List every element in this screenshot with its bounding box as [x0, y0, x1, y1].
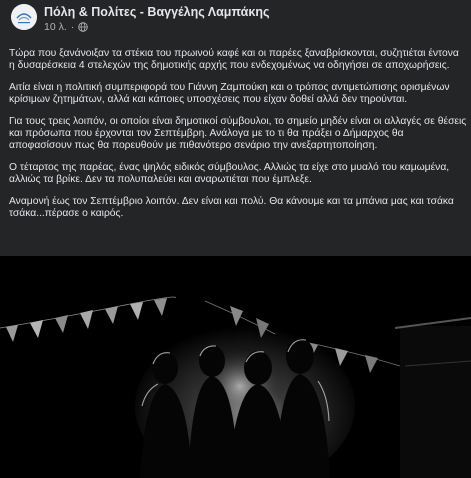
- page-logo-icon: [11, 4, 37, 30]
- page-avatar[interactable]: [11, 4, 37, 30]
- post-paragraph: Ο τέταρτος της παρέας, ένας ψηλός ειδικός σύμβουλος. Αλλιώς τα είχε στο μυαλό του καμωμένα, αλλιώς τα βρίκε. Δεν τα πολυπαλεύει και αναρωτιέται που έμπλεξε.: [9, 161, 450, 186]
- post-paragraph: Για τους τρεις λοιπόν, οι οποίοι είναι δημοτικοί σύμβουλοι, το σημείο μηδέν είναι οι αλλαγές σε θέσεις και πρόσωπα που έρχονται τον Σεπτέμβρη. Ανάλογα με το τι θα πράξει ο Δήμαρχος θα αποφασίσουν πως θα πορευθούν με πιθανότερο σενάριο την ανεξαρτητοποίηση.: [9, 115, 467, 152]
- post-paragraph: Αιτία είναι η πολιτική συμπεριφορά του Γιάννη Ζαμπούκη και ο τρόπος αντιμετώπισης ορισμένων κρίσιμων ζητημάτων, αλλά και κάποιες υποσχέσεις που είχαν δοθεί αλλά δεν τηρούνται.: [9, 81, 450, 106]
- post-paragraph: Αναμονή έως τον Σεπτέμβριο λοιπόν. Δεν είναι και πολύ. Θα κάνουμε και τα μπάνια μας και τσάκα τσάκα...πέρασε ο καιρός.: [9, 195, 454, 220]
- post-text: [9, 48, 467, 229]
- post-paragraph: Τώρα που ξανάνοιξαν τα στέκια του πρωινού καφέ και οι παρέες ξαναβρίσκονται, συζητιέται έντονα η δυσαρέσκεια 4 στελεχών της δημοτικής αρχής που ενδεχομένως να οδηγήσει σε αποχωρήσεις.: [9, 48, 459, 72]
- post-photo[interactable]: [0, 256, 471, 478]
- post-timestamp[interactable]: 10 λ.: [44, 21, 67, 33]
- post-meta: [44, 21, 88, 33]
- page-name-link[interactable]: Πόλη & Πολίτες - Βαγγέλης Λαμπάκης: [44, 5, 270, 19]
- globe-icon[interactable]: [78, 22, 88, 32]
- night-party-image: [0, 256, 471, 478]
- post-header: [0, 0, 471, 44]
- meta-separator: ·: [70, 21, 75, 33]
